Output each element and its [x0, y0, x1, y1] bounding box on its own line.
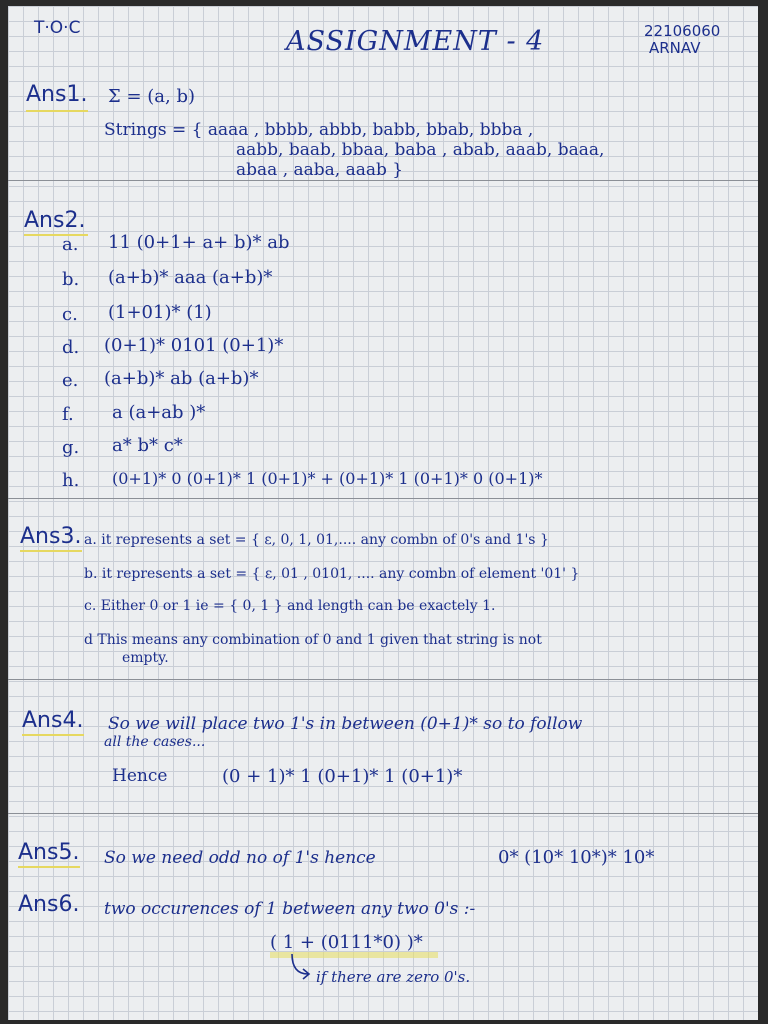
- ans5-label: Ans5.: [18, 840, 80, 865]
- ans2-item-letter: d.: [62, 337, 80, 358]
- ans4-text-line2: all the cases...: [104, 734, 206, 750]
- ans2-item-expr: (a+b)* ab (a+b)*: [104, 368, 259, 389]
- course-code: T·O·C: [34, 18, 81, 38]
- ans2-item-expr: 11 (0+1+ a+ b)* ab: [108, 232, 290, 253]
- ans5-expression: 0* (10* 10*)* 10*: [498, 847, 655, 868]
- section-divider: [8, 679, 758, 680]
- ans6-label: Ans6.: [18, 892, 80, 917]
- ans1-strings-line1: Strings = { aaaa , bbbb, abbb, babb, bbab, bbba ,: [104, 120, 534, 140]
- ans2-item-letter: c.: [62, 304, 78, 325]
- ans4-expression: (0 + 1)* 1 (0+1)* 1 (0+1)*: [222, 766, 463, 787]
- ans1-alphabet: Σ = (a, b): [108, 86, 195, 107]
- ans2-item-letter: g.: [62, 437, 80, 458]
- page-title: ASSIGNMENT - 4: [286, 26, 545, 57]
- section-divider: [8, 813, 758, 814]
- ans1-underline: [26, 110, 88, 112]
- section-divider: [8, 498, 758, 499]
- ans2-item-expr: (0+1)* 0101 (0+1)*: [104, 335, 284, 356]
- ans2-item-letter: b.: [62, 269, 80, 290]
- ans5-underline: [18, 866, 80, 868]
- ans3-label: Ans3.: [20, 524, 82, 549]
- ans2-item-letter: e.: [62, 370, 79, 391]
- ans4-hence: Hence: [112, 766, 168, 786]
- ans3-part-a: a. it represents a set = { ε, 0, 1, 01,.... any combn of 0's and 1's }: [84, 532, 549, 548]
- ans3-underline: [20, 550, 82, 552]
- student-name: ARNAV: [649, 39, 701, 57]
- ans6-text: two occurences of 1 between any two 0's :-: [104, 899, 476, 919]
- ans3-part-d-line2: empty.: [122, 650, 169, 666]
- ans2-item-expr: (a+b)* aaa (a+b)*: [108, 267, 273, 288]
- ans2-item-expr: a (a+ab )*: [112, 402, 206, 423]
- ans4-underline: [22, 734, 84, 736]
- ans3-part-c: c. Either 0 or 1 ie = { 0, 1 } and length can be exactely 1.: [84, 598, 496, 614]
- notebook-page: [8, 6, 758, 1020]
- roll-number: 22106060: [644, 22, 721, 40]
- ans4-label: Ans4.: [22, 708, 84, 733]
- ans1-strings-line3: abaa , aaba, aaab }: [236, 160, 404, 180]
- ans3-part-b: b. it represents a set = { ε, 01 , 0101, .... any combn of element '01' }: [84, 566, 580, 582]
- ans2-item-expr: a* b* c*: [112, 435, 183, 456]
- ans6-expression: ( 1 + (0111*0) )*: [270, 932, 423, 953]
- curved-arrow-icon: [288, 952, 312, 982]
- ans1-strings-line2: aabb, baab, bbaa, baba , abab, aaab, baaa,: [236, 140, 605, 160]
- ans4-text-line1: So we will place two 1's in between (0+1)* so to follow: [108, 714, 583, 734]
- ans2-label: Ans2.: [24, 208, 86, 233]
- ans2-item-expr: (1+01)* (1): [108, 302, 212, 323]
- ans2-item-letter: a.: [62, 234, 79, 255]
- section-divider: [8, 180, 758, 181]
- ans6-note: if there are zero 0's.: [316, 968, 471, 986]
- ans3-part-d-line1: d This means any combination of 0 and 1 given that string is not: [84, 632, 542, 648]
- ans2-item-expr: (0+1)* 0 (0+1)* 1 (0+1)* + (0+1)* 1 (0+1)* 0 (0+1)*: [112, 469, 543, 488]
- ans5-text: So we need odd no of 1's hence: [104, 848, 376, 868]
- ans2-item-letter: h.: [62, 470, 80, 491]
- ans2-item-letter: f.: [62, 404, 74, 425]
- ans1-label: Ans1.: [26, 82, 88, 107]
